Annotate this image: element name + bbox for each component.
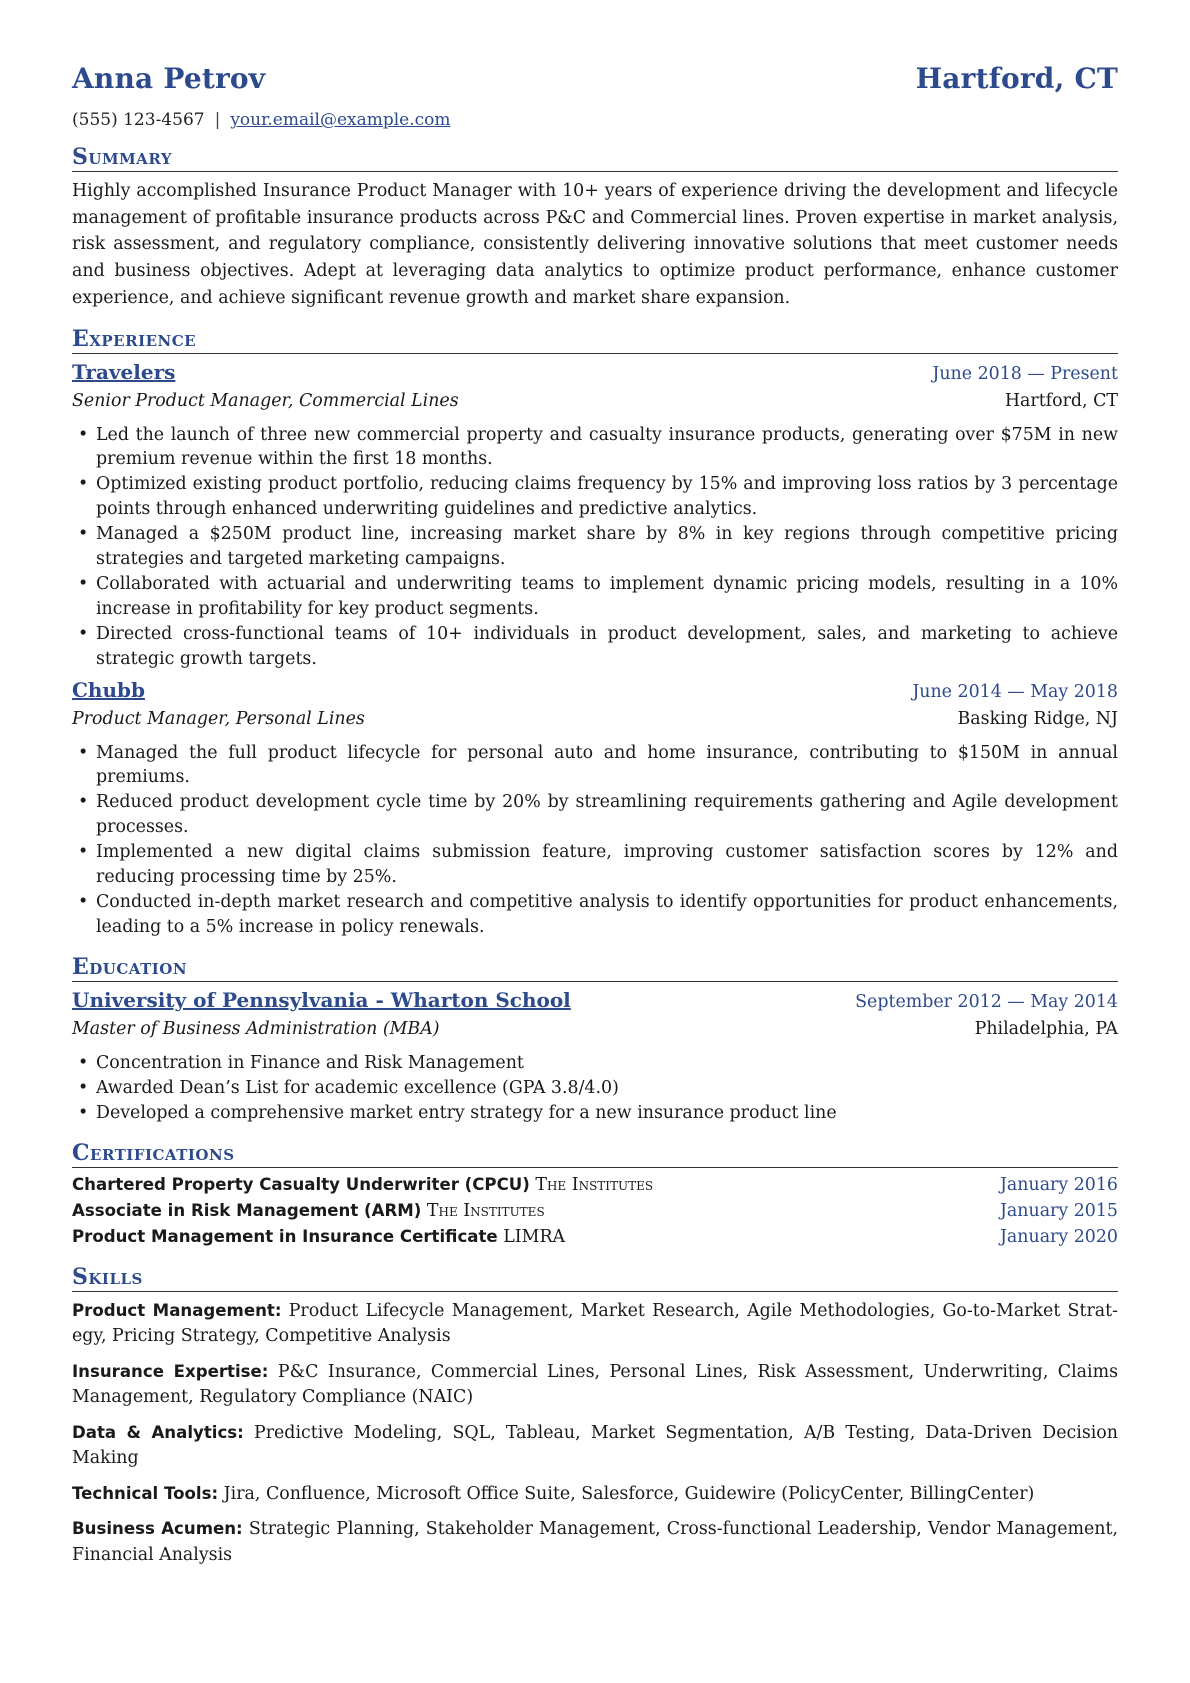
- skill-text: P&C Insurance, Commercial Lines, Personal Lines, Risk Assessment, Underwriting, Claims Management, Regulatory Compliance (NAIC): [72, 1361, 1119, 1408]
- job-role: Product Manager, Personal Lines: [72, 708, 365, 729]
- experience-section: [72, 326, 1118, 940]
- job-bullets: [72, 423, 1118, 672]
- cert-date: January 2016: [999, 1174, 1118, 1195]
- phone-number: (555) 123-4567: [72, 110, 205, 130]
- bullet-item: • Managed the full product lifecycle for personal auto and home insurance, contributing to $150M in annual premiums.: [72, 741, 1118, 791]
- skill-label: Technical Tools:: [72, 1483, 219, 1503]
- certifications-section: [72, 1140, 1118, 1250]
- cert-issuer: The Institutes: [426, 1200, 545, 1221]
- skill-label: Product Management:: [72, 1300, 282, 1320]
- candidate-name: Anna Petrov: [72, 62, 266, 95]
- school-location: Philadelphia, PA: [974, 1018, 1118, 1039]
- education-bullets: [72, 1051, 1118, 1126]
- job-org-link[interactable]: Chubb: [72, 677, 145, 702]
- contact-separator: |: [214, 110, 221, 130]
- cert-date: January 2020: [999, 1226, 1118, 1247]
- skill-text: Predictive Modeling, SQL, Tableau, Market Segmentation, A/B Testing, Data-Driven Decision Making: [72, 1422, 1118, 1469]
- certification-item: [72, 1198, 1118, 1224]
- certification-item: [72, 1224, 1118, 1250]
- bullet-item: • Concentration in Finance and Risk Management: [72, 1051, 1118, 1076]
- summary-heading: Summary: [72, 144, 1118, 172]
- skill-row: [72, 1420, 1118, 1472]
- job-org-link[interactable]: Travelers: [72, 359, 176, 384]
- resume-header: [72, 62, 1118, 106]
- skill-row: [72, 1298, 1118, 1350]
- skill-row: [72, 1516, 1118, 1568]
- education-section: [72, 954, 1118, 1126]
- education-dates: September 2012 — May 2014: [855, 991, 1118, 1012]
- education-entry: [72, 987, 1118, 1126]
- job-entry: [72, 677, 1118, 940]
- skill-label: Business Acumen:: [72, 1519, 243, 1539]
- certification-item: [72, 1172, 1118, 1198]
- skills-section: [72, 1264, 1118, 1569]
- email-link[interactable]: your.email@example.com: [230, 110, 451, 130]
- bullet-item: • Directed cross-functional teams of 10+ individuals in product development, sales, and marketing to achieve strategic growth targets.: [72, 622, 1118, 672]
- job-location: Hartford, CT: [1004, 390, 1118, 411]
- job-entry: [72, 359, 1118, 672]
- skill-row: [72, 1359, 1118, 1411]
- bullet-item: • Reduced product development cycle time by 20% by streamlining requirements gathering and Agile development processes.: [72, 790, 1118, 840]
- contact-line: [72, 110, 1118, 130]
- cert-date: January 2015: [999, 1200, 1118, 1221]
- skill-text: Jira, Confluence, Microsoft Office Suite, Salesforce, Guidewire (PolicyCenter, BillingCenter): [223, 1483, 1035, 1504]
- job-role: Senior Product Manager, Commercial Lines: [72, 390, 459, 411]
- summary-section: [72, 144, 1118, 312]
- skill-row: [72, 1481, 1118, 1508]
- skill-label: Insurance Expertise:: [72, 1361, 269, 1381]
- bullet-item: • Led the launch of three new commercial property and casualty insurance products, generating over $75M in new premium revenue within the first 18 months.: [72, 423, 1118, 473]
- job-location: Basking Ridge, NJ: [957, 708, 1118, 729]
- cert-name: Associate in Risk Management (ARM): [72, 1200, 422, 1220]
- degree: Master of Business Administration (MBA): [72, 1018, 440, 1039]
- cert-name: Product Management in Insurance Certificate: [72, 1226, 498, 1246]
- cert-issuer: LIMRA: [503, 1226, 566, 1247]
- bullet-item: • Implemented a new digital claims submission feature, improving customer satisfaction scores by 12% and reducing processing time by 25%.: [72, 840, 1118, 890]
- job-bullets: [72, 741, 1118, 940]
- education-heading: Education: [72, 954, 1118, 982]
- skill-label: Data & Analytics:: [72, 1422, 244, 1442]
- bullet-item: • Awarded Dean’s List for academic excellence (GPA 3.8/4.0): [72, 1076, 1118, 1101]
- bullet-item: • Collaborated with actuarial and underwriting teams to implement dynamic pricing models, resulting in a 10% increase in profitability for key product segments.: [72, 572, 1118, 622]
- cert-name: Chartered Property Casualty Underwriter (CPCU): [72, 1174, 530, 1194]
- bullet-item: • Optimized existing product portfolio, reducing claims frequency by 15% and improving loss ratios by 3 percentage points through enhanced underwriting guidelines and predictive analytics.: [72, 472, 1118, 522]
- candidate-location: Hartford, CT: [915, 62, 1118, 95]
- certifications-heading: Certifications: [72, 1140, 1118, 1168]
- experience-heading: Experience: [72, 326, 1118, 354]
- skill-text: Strategic Planning, Stakeholder Management, Cross-functional Leadership, Vendor Management, Financial Analysis: [72, 1519, 1118, 1565]
- cert-issuer: The Institutes: [535, 1174, 654, 1195]
- job-dates: June 2018 — Present: [932, 363, 1118, 384]
- bullet-item: • Developed a comprehensive market entry strategy for a new insurance product line: [72, 1101, 1118, 1126]
- bullet-item: • Managed a $250M product line, increasing market share by 8% in key regions through competitive pricing strategies and targeted marketing campaigns.: [72, 522, 1118, 572]
- bullet-item: • Conducted in-depth market research and competitive analysis to identify opportunities for product enhancements, leading to a 5% increase in policy renewals.: [72, 890, 1118, 940]
- job-dates: June 2014 — May 2018: [912, 681, 1118, 702]
- skill-text: Product Lifecycle Management, Market Research, Agile Methodologies, Go-to-Market Strat-egy, Pricing Strategy, Competitive Analysis: [72, 1300, 1119, 1347]
- skills-heading: Skills: [72, 1264, 1118, 1292]
- school-link[interactable]: University of Pennsylvania - Wharton School: [72, 987, 571, 1012]
- summary-text: Highly accomplished Insurance Product Manager with 10+ years of experience driving the development and lifecycle management of profitable insurance products across P&C and Commercial lines. Proven expertise in market analysis, risk assessment, and regulatory compliance, consistently delivering innovative solutions that meet customer needs and business objectives. Adept at leveraging data analytics to optimize product performance, enhance customer experience, and achieve significant revenue growth and market share expansion.: [72, 181, 1118, 308]
